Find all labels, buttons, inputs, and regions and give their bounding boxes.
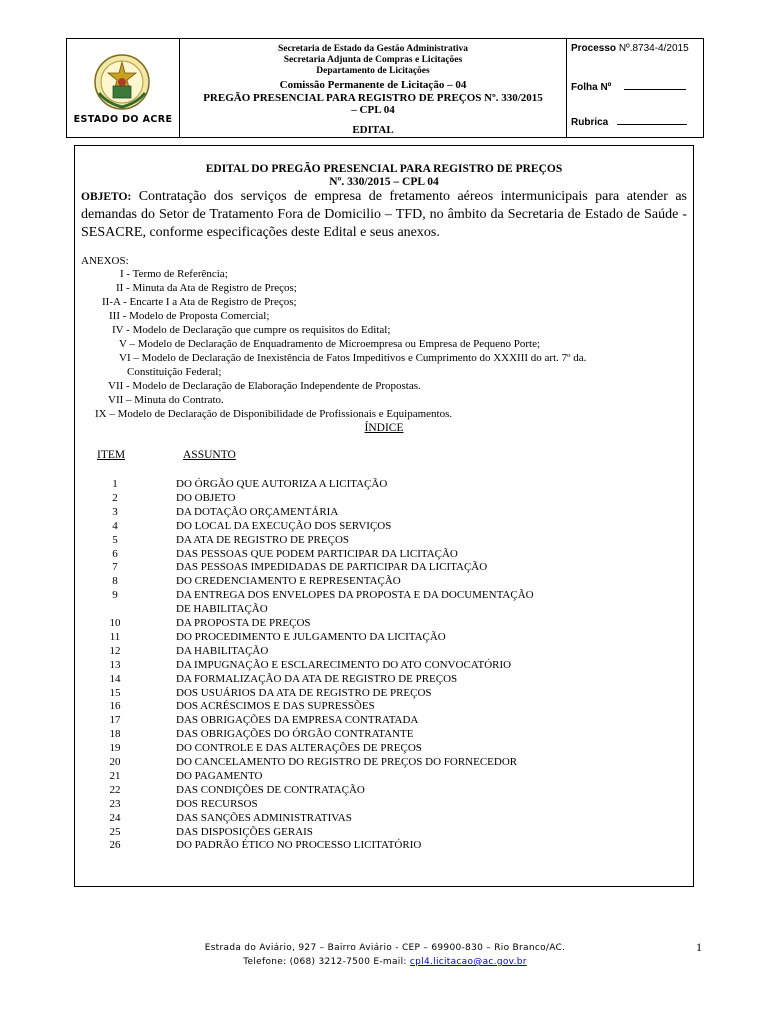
index-item-subject: DO CREDENCIAMENTO E REPRESENTAÇÃO	[176, 575, 401, 588]
column-header-assunto: ASSUNTO	[183, 449, 236, 461]
anexo-item: V – Modelo de Declaração de Enquadramento de Microempresa ou Empresa de Pequeno Porte;	[119, 338, 541, 350]
anexo-item: II-A - Encarte I a Ata de Registro de Preços;	[102, 296, 297, 308]
anexo-item: III - Modelo de Proposta Comercial;	[109, 310, 270, 322]
index-item-number: 25	[109, 825, 121, 838]
index-item-number: 14	[109, 672, 121, 685]
index-item-number: 24	[109, 811, 121, 824]
rubrica-label: Rubrica	[571, 117, 609, 128]
index-item-subject: DO CONTROLE E DAS ALTERAÇÕES DE PREÇOS	[176, 742, 422, 755]
footer-email-link[interactable]: cpl4.licitacao@ac.gov.br	[409, 957, 527, 967]
index-item-number: 9	[112, 589, 118, 602]
index-item-subject: DAS PESSOAS IMPEDIDADAS DE PARTICIPAR DA LICITAÇÃO	[176, 561, 488, 574]
index-item-subject: DAS DISPOSIÇÕES GERAIS	[176, 825, 313, 838]
index-item-subject: DO CANCELAMENTO DO REGISTRO DE PREÇOS DO FORNECEDOR	[176, 756, 518, 768]
index-item-subject: DO OBJETO	[176, 491, 236, 504]
header-pregao-line1: PREGÃO PRESENCIAL PARA REGISTRO DE PREÇOS Nº. 330/2015	[203, 91, 543, 104]
header-secretaria-adjunta: Secretaria Adjunta de Compras e Licitações	[283, 55, 463, 65]
header-process-cell	[567, 39, 703, 137]
header-secretaria: Secretaria de Estado da Gestão Administrativa	[277, 44, 469, 54]
index-item-subject: DAS OBRIGAÇÕES DO ÓRGÃO CONTRATANTE	[176, 728, 414, 741]
index-item-subject: DOS ACRÉSCIMOS E DAS SUPRESSÕES	[176, 700, 375, 713]
rubrica-blank-line	[617, 116, 687, 125]
anexo-item: Constituição Federal;	[127, 366, 222, 378]
index-item-number: 15	[109, 686, 121, 699]
footer-contact	[0, 955, 770, 969]
footer-phone: Telefone: (068) 3212-7500 E-mail:	[243, 957, 410, 967]
index-item-subject: DO LOCAL DA EXECUÇÃO DOS SERVIÇOS	[176, 519, 392, 532]
anexo-item: II - Minuta da Ata de Registro de Preços;	[116, 282, 297, 294]
indice-heading: ÍNDICE	[364, 422, 404, 434]
index-item-number: 19	[109, 742, 121, 755]
index-item-subject: DA HABILITAÇÃO	[176, 644, 269, 657]
index-item-subject: DA FORMALIZAÇÃO DA ATA DE REGISTRO DE PREÇOS	[176, 672, 458, 685]
document-title-line1: EDITAL DO PREGÃO PRESENCIAL PARA REGISTRO DE PREÇOS	[205, 163, 563, 175]
header-commission: Comissão Permanente de Licitação – 04	[279, 79, 467, 91]
index-item-number: 7	[112, 561, 118, 574]
index-item-number: 4	[112, 519, 118, 532]
header-logo-cell	[67, 39, 180, 137]
objeto-text: Contratação dos serviços de empresa de fretamento aéreos intermunicipais para atender as demandas do Setor de Tratamento Fora de Domicilio – TFD, no âmbito da Secretaria de Estado de Saúde - SESACRE, conforme especificações deste Edital e seus anexos.	[81, 189, 687, 240]
header-edital: EDITAL	[352, 124, 394, 136]
index-item-subject: DA PROPOSTA DE PREÇOS	[176, 617, 311, 629]
page-number: 1	[696, 940, 702, 954]
header-departamento: Departamento de Licitações	[316, 66, 430, 76]
document-body	[74, 145, 694, 887]
index-item-number: 1	[112, 478, 118, 490]
index-item-number: 13	[109, 658, 121, 671]
index-item-number: 20	[109, 756, 121, 768]
index-item-subject: DO PROCEDIMENTO E JULGAMENTO DA LICITAÇÃO	[176, 630, 446, 643]
folha-row	[571, 81, 699, 93]
processo-row	[571, 43, 699, 54]
processo-label: Processo	[571, 43, 617, 54]
anexo-item: IX – Modelo de Declaração de Disponibilidade de Profissionais e Equipamentos.	[95, 408, 453, 420]
index-item-number: 3	[112, 505, 118, 518]
index-item-number: 2	[112, 491, 118, 504]
index-item-number: 8	[112, 575, 118, 588]
anexo-item: I - Termo de Referência;	[120, 268, 228, 280]
anexo-item: VII – Minuta do Contrato.	[108, 394, 224, 406]
header-pregao-line2: – CPL 04	[351, 104, 395, 116]
index-item-subject: DAS OBRIGAÇÕES DA EMPRESA CONTRATADA	[176, 714, 419, 727]
index-item-subject: DAS PESSOAS QUE PODEM PARTICIPAR DA LICITAÇÃO	[176, 547, 458, 560]
folha-blank-line	[624, 81, 686, 90]
index-item-number: 23	[109, 797, 121, 810]
index-item-number: 18	[109, 728, 121, 741]
index-item-subject: DO PADRÃO ÉTICO NO PROCESSO LICITATÓRIO	[176, 839, 422, 852]
page-footer	[0, 941, 770, 969]
processo-value: Nº.8734-4/2015	[618, 43, 689, 54]
index-item-number: 21	[109, 769, 121, 782]
index-item-subject: DA IMPUGNAÇÃO E ESCLARECIMENTO DO ATO CONVOCATÓRIO	[176, 658, 512, 671]
index-item-subject: DOS USUÁRIOS DA ATA DE REGISTRO DE PREÇOS	[176, 686, 432, 699]
state-name: ESTADO DO ACRE	[73, 114, 173, 125]
index-item-number: 22	[109, 783, 121, 796]
document-title-line2: Nº. 330/2015 – CPL 04	[329, 176, 439, 188]
index-item-number: 5	[112, 533, 118, 546]
anexos-heading: ANEXOS:	[81, 255, 129, 267]
rubrica-row	[571, 116, 699, 128]
index-item-number: 10	[109, 617, 121, 629]
index-item-number: 12	[109, 644, 121, 657]
index-item-subject: DA DOTAÇÃO ORÇAMENTÁRIA	[176, 505, 339, 518]
index-item-subject: DA ATA DE REGISTRO DE PREÇOS	[176, 533, 350, 546]
anexo-item: IV - Modelo de Declaração que cumpre os requisitos do Edital;	[112, 324, 391, 336]
index-item-number: 17	[109, 714, 121, 727]
index-item-subject: DO ÓRGÃO QUE AUTORIZA A LICITAÇÃO	[176, 478, 388, 490]
column-header-item: ITEM	[97, 449, 126, 461]
index-item-subject: DE HABILITAÇÃO	[176, 603, 268, 616]
header-title-cell	[180, 39, 567, 137]
index-item-number: 11	[109, 630, 121, 643]
objeto-paragraph	[81, 188, 687, 242]
footer-address: Estrada do Aviário, 927 – Bairro Aviário - CEP – 69900-830 – Rio Branco/AC.	[204, 943, 566, 953]
index-item-number: 16	[109, 700, 121, 713]
objeto-label: OBJETO:	[81, 191, 132, 203]
index-item-subject: DAS SANÇÕES ADMINISTRATIVAS	[176, 811, 352, 824]
index-item-subject: DO PAGAMENTO	[176, 769, 263, 782]
index-item-subject: DAS CONDIÇÕES DE CONTRATAÇÃO	[176, 783, 365, 796]
anexo-item: VI – Modelo de Declaração de Inexistência de Fatos Impeditivos e Cumprimento do XXXIII do art. 7º da.	[119, 352, 587, 364]
index-item-number: 26	[109, 839, 121, 852]
document-header	[66, 38, 704, 138]
index-item-subject: DA ENTREGA DOS ENVELOPES DA PROPOSTA E DA DOCUMENTAÇÃO	[176, 589, 534, 602]
index-item-subject: DOS RECURSOS	[176, 797, 258, 810]
index-item-number: 6	[112, 547, 118, 560]
folha-label: Folha Nº	[571, 82, 612, 93]
state-seal-icon	[93, 53, 151, 111]
anexo-item: VII - Modelo de Declaração de Elaboração Independente de Propostas.	[108, 380, 421, 392]
